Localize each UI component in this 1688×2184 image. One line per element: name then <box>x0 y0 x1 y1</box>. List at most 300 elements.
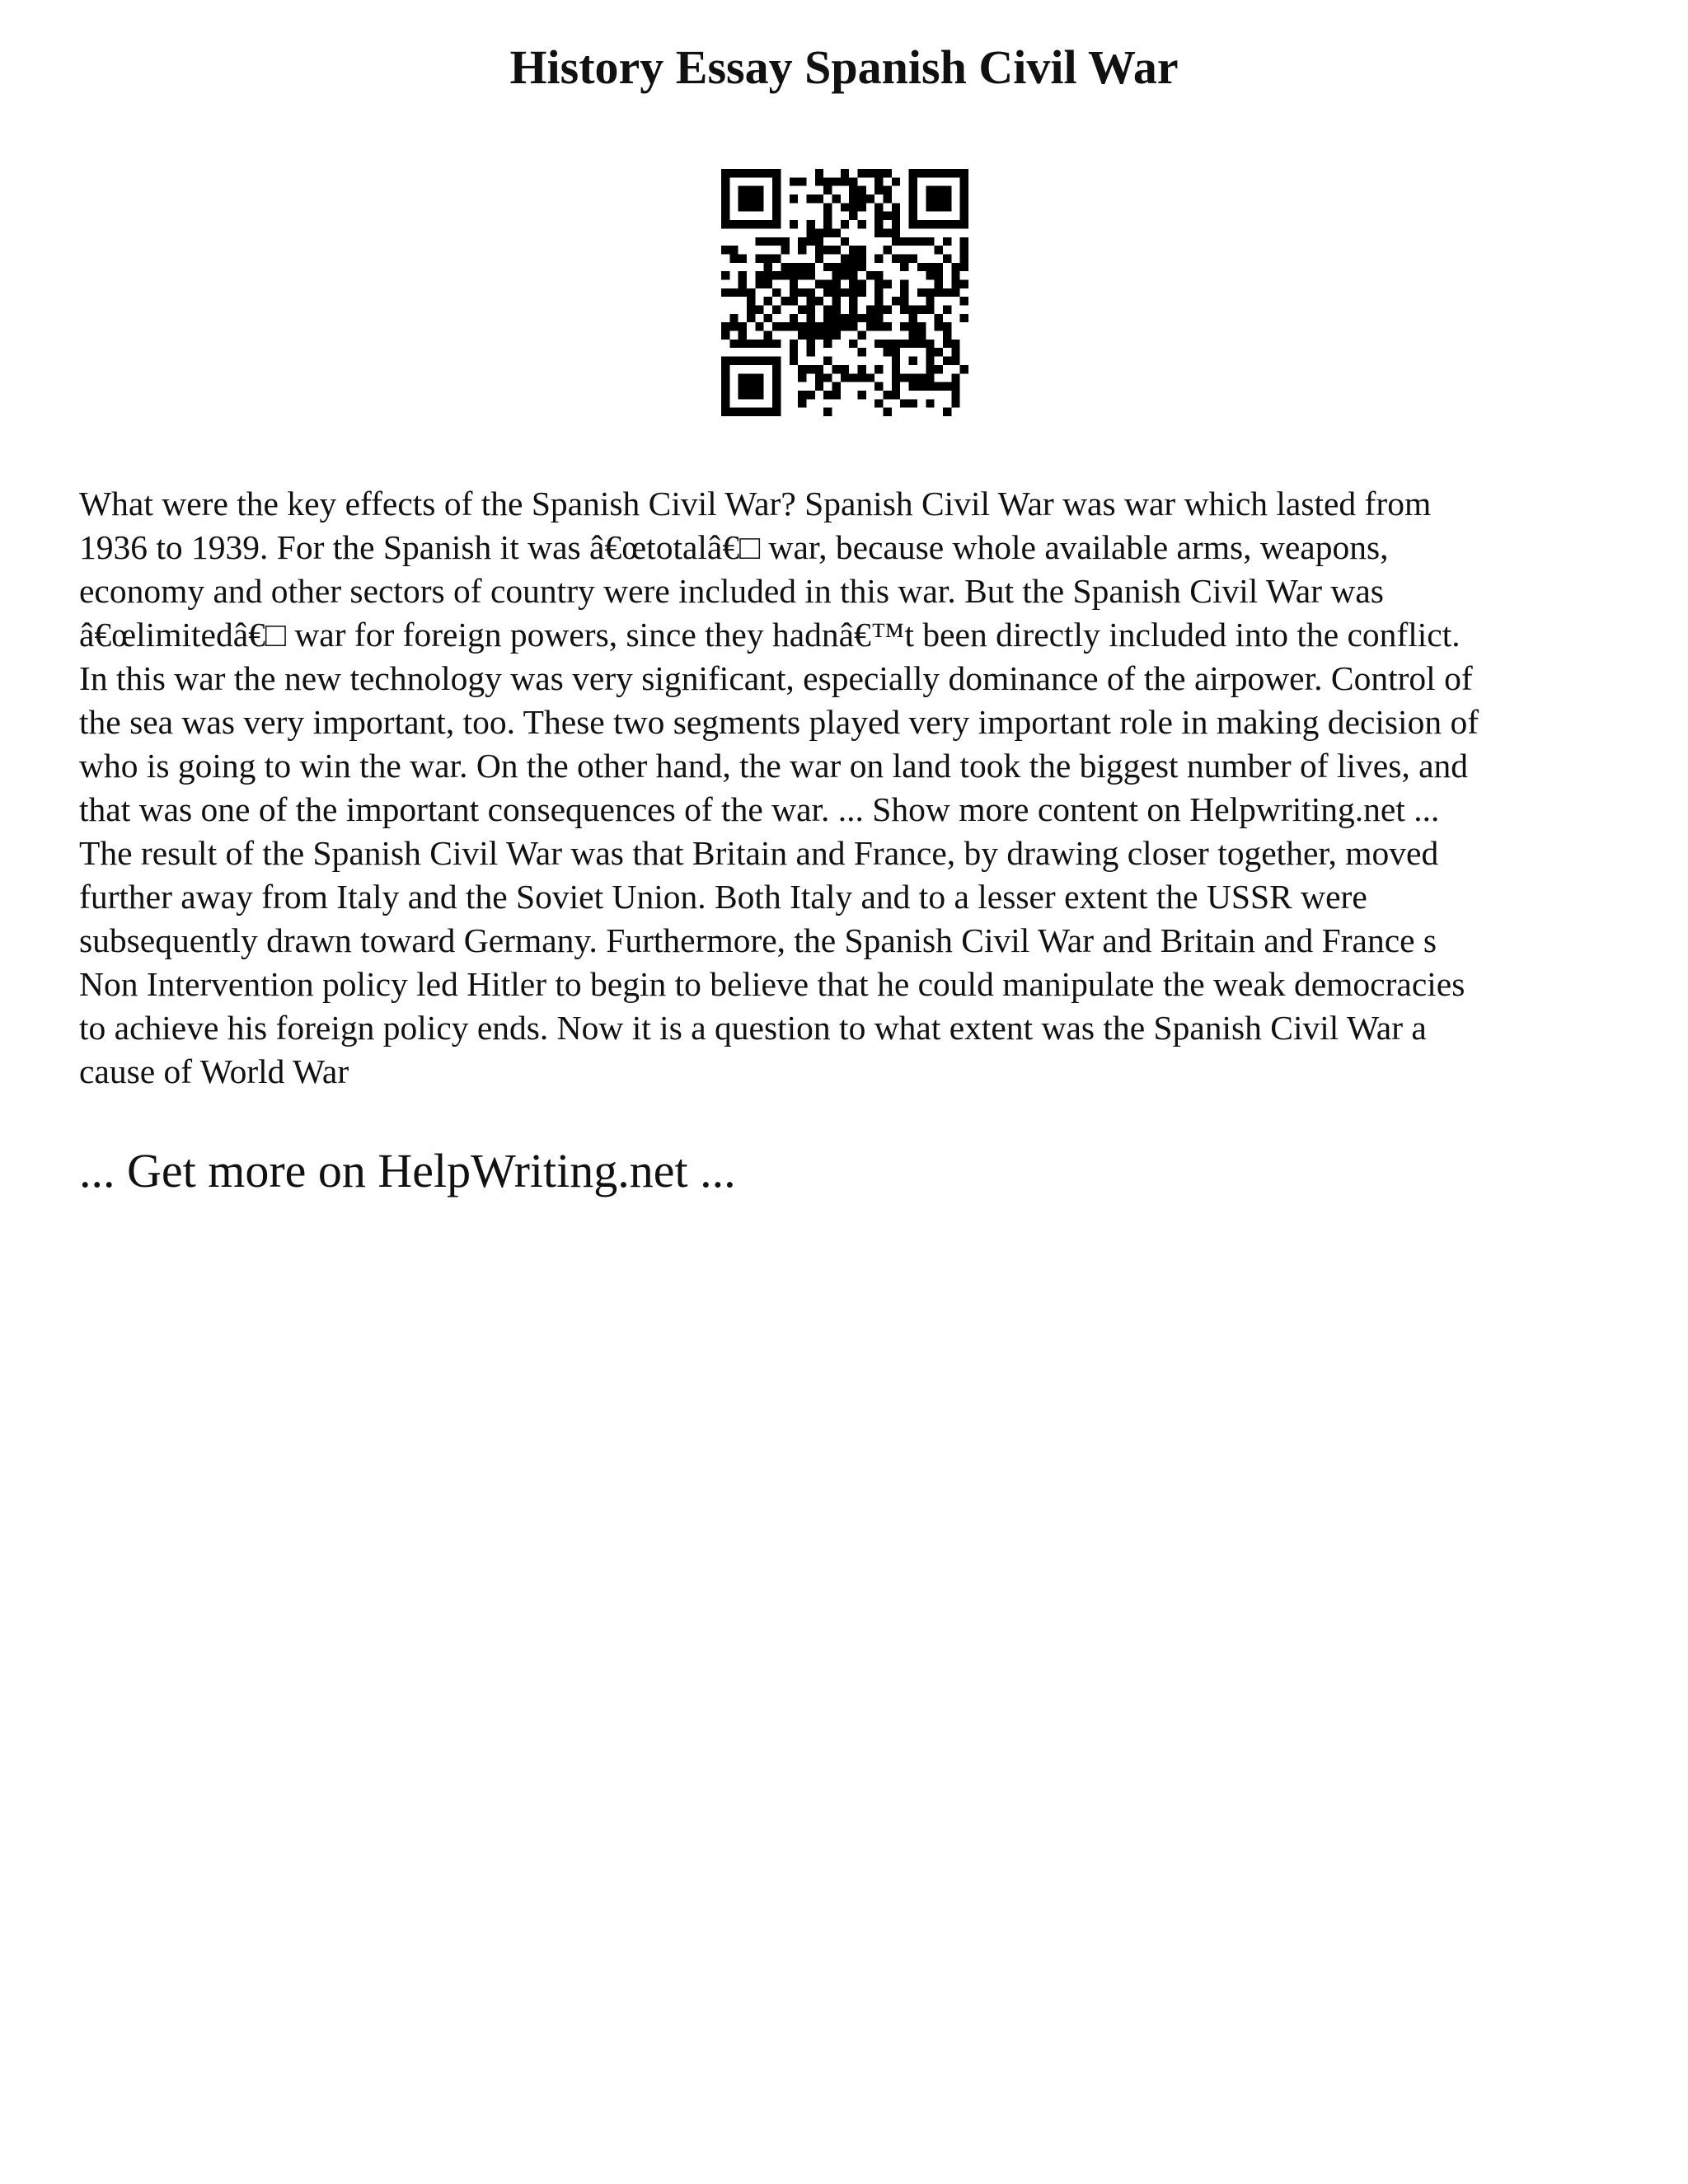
qr-module <box>909 194 917 203</box>
qr-code-icon <box>721 169 968 416</box>
qr-module <box>858 314 866 322</box>
qr-module <box>884 348 892 356</box>
qr-module <box>909 186 917 194</box>
qr-module <box>729 322 738 330</box>
qr-module <box>935 348 943 356</box>
qr-module <box>926 348 934 356</box>
qr-module <box>960 177 968 185</box>
qr-module <box>841 365 849 373</box>
qr-module <box>798 399 806 407</box>
qr-module <box>764 271 772 279</box>
qr-module <box>909 340 917 348</box>
qr-module <box>849 314 857 322</box>
qr-module <box>960 203 968 211</box>
qr-module <box>729 340 738 348</box>
qr-module <box>772 357 781 365</box>
qr-module <box>943 237 951 246</box>
qr-module <box>874 314 883 322</box>
qr-module <box>960 237 968 246</box>
qr-module <box>960 220 968 228</box>
qr-module <box>900 237 908 246</box>
qr-module <box>858 331 866 340</box>
qr-module <box>764 331 772 340</box>
qr-module <box>900 288 908 297</box>
qr-module <box>960 365 968 373</box>
qr-module <box>900 399 908 407</box>
qr-module <box>900 306 908 314</box>
qr-module <box>926 194 934 203</box>
qr-module <box>900 254 908 262</box>
qr-module <box>729 357 738 365</box>
qr-module <box>806 263 814 271</box>
qr-module <box>926 237 934 246</box>
qr-module <box>849 340 857 348</box>
qr-module <box>721 408 729 416</box>
qr-module <box>738 331 747 340</box>
qr-module <box>832 228 840 237</box>
qr-module <box>866 169 874 177</box>
qr-module <box>951 399 959 407</box>
qr-module <box>841 263 849 271</box>
qr-module <box>943 194 951 203</box>
qr-module <box>926 306 934 314</box>
qr-module <box>823 203 832 211</box>
qr-module <box>790 194 798 203</box>
qr-module <box>832 297 840 305</box>
qr-module <box>935 220 943 228</box>
qr-module <box>772 194 781 203</box>
qr-module <box>747 408 755 416</box>
qr-module <box>806 297 814 305</box>
qr-module <box>892 382 900 391</box>
qr-module <box>721 203 729 211</box>
qr-module <box>747 194 755 203</box>
qr-module <box>738 340 747 348</box>
qr-module <box>866 194 874 203</box>
qr-module <box>917 322 926 330</box>
qr-module <box>790 322 798 330</box>
qr-module <box>874 382 883 391</box>
page-title: History Essay Spanish Civil War <box>509 40 1179 94</box>
qr-module <box>917 169 926 177</box>
qr-module <box>815 194 823 203</box>
qr-module <box>951 391 959 399</box>
qr-module <box>943 382 951 391</box>
qr-module <box>806 194 814 203</box>
qr-module <box>772 186 781 194</box>
qr-module <box>772 177 781 185</box>
qr-module <box>823 373 832 382</box>
qr-module <box>781 263 789 271</box>
qr-module <box>772 237 781 246</box>
qr-module <box>926 288 934 297</box>
qr-module <box>738 288 747 297</box>
qr-module <box>772 322 781 330</box>
qr-module <box>729 169 738 177</box>
qr-module <box>729 288 738 297</box>
qr-module <box>909 237 917 246</box>
qr-module <box>849 263 857 271</box>
qr-module <box>960 169 968 177</box>
qr-module <box>721 271 729 279</box>
qr-module <box>721 382 729 391</box>
qr-module <box>832 194 840 203</box>
qr-module <box>892 297 900 305</box>
qr-module <box>764 263 772 271</box>
qr-module <box>909 322 917 330</box>
qr-module <box>935 322 943 330</box>
qr-module <box>960 279 968 288</box>
qr-module <box>935 263 943 271</box>
qr-module <box>909 306 917 314</box>
qr-module <box>815 237 823 246</box>
qr-module <box>755 357 763 365</box>
qr-module <box>926 169 934 177</box>
qr-module <box>815 254 823 262</box>
qr-module <box>866 373 874 382</box>
qr-module <box>832 322 840 330</box>
qr-module <box>721 169 729 177</box>
qr-module <box>841 288 849 297</box>
qr-module <box>909 314 917 322</box>
qr-module <box>790 314 798 322</box>
qr-module <box>772 408 781 416</box>
qr-module <box>892 254 900 262</box>
qr-module <box>935 186 943 194</box>
qr-module <box>806 306 814 314</box>
qr-module <box>960 194 968 203</box>
qr-module <box>849 306 857 314</box>
qr-module <box>729 314 738 322</box>
qr-module <box>764 314 772 322</box>
qr-module <box>951 279 959 288</box>
qr-module <box>960 297 968 305</box>
qr-module <box>772 373 781 382</box>
qr-module <box>874 271 883 279</box>
qr-module <box>823 186 832 194</box>
qr-module <box>806 391 814 399</box>
qr-module <box>823 306 832 314</box>
qr-module <box>738 203 747 211</box>
qr-module <box>790 220 798 228</box>
qr-module <box>849 177 857 185</box>
qr-module <box>806 228 814 237</box>
qr-module <box>798 263 806 271</box>
qr-module <box>747 340 755 348</box>
qr-module <box>874 399 883 407</box>
qr-module <box>721 365 729 373</box>
qr-module <box>815 228 823 237</box>
qr-module <box>858 365 866 373</box>
qr-module <box>747 314 755 322</box>
qr-module <box>874 288 883 297</box>
qr-module <box>721 391 729 399</box>
qr-module <box>815 331 823 340</box>
qr-module <box>943 306 951 314</box>
qr-module <box>755 279 763 288</box>
qr-module <box>874 169 883 177</box>
qr-module <box>943 288 951 297</box>
qr-module <box>798 237 806 246</box>
qr-module <box>874 212 883 220</box>
qr-module <box>951 220 959 228</box>
qr-module <box>806 365 814 373</box>
qr-module <box>935 279 943 288</box>
qr-module <box>823 228 832 237</box>
qr-module <box>909 399 917 407</box>
qr-module <box>790 357 798 365</box>
qr-module <box>755 220 763 228</box>
qr-module <box>729 220 738 228</box>
qr-module <box>755 306 763 314</box>
qr-module <box>943 340 951 348</box>
qr-module <box>823 220 832 228</box>
qr-module <box>729 254 738 262</box>
qr-module <box>755 254 763 262</box>
qr-module <box>935 382 943 391</box>
qr-module <box>900 322 908 330</box>
qr-module <box>935 194 943 203</box>
qr-module <box>909 331 917 340</box>
qr-module <box>909 220 917 228</box>
qr-module <box>798 177 806 185</box>
qr-module <box>892 237 900 246</box>
qr-module <box>892 212 900 220</box>
qr-module <box>935 365 943 373</box>
qr-module <box>858 203 866 211</box>
qr-module <box>798 246 806 254</box>
qr-module <box>823 322 832 330</box>
qr-module <box>738 169 747 177</box>
qr-module <box>841 271 849 279</box>
qr-module <box>755 237 763 246</box>
qr-module <box>884 212 892 220</box>
qr-module <box>772 203 781 211</box>
qr-module <box>909 254 917 262</box>
qr-module <box>841 220 849 228</box>
qr-module <box>755 322 763 330</box>
qr-module <box>884 340 892 348</box>
qr-module <box>909 373 917 382</box>
qr-module <box>926 399 934 407</box>
qr-module <box>755 186 763 194</box>
qr-module <box>738 186 747 194</box>
qr-module <box>815 169 823 177</box>
qr-module <box>790 348 798 356</box>
qr-module <box>815 373 823 382</box>
qr-module <box>917 220 926 228</box>
qr-module <box>823 212 832 220</box>
qr-module <box>858 263 866 271</box>
qr-module <box>772 365 781 373</box>
qr-module <box>858 186 866 194</box>
qr-module <box>806 348 814 356</box>
qr-module <box>738 254 747 262</box>
qr-module <box>917 382 926 391</box>
qr-module <box>917 306 926 314</box>
qr-module <box>849 212 857 220</box>
qr-module <box>849 246 857 254</box>
qr-module <box>738 322 747 330</box>
qr-module <box>935 314 943 322</box>
qr-module <box>849 203 857 211</box>
qr-module <box>747 186 755 194</box>
qr-module <box>755 391 763 399</box>
qr-module <box>747 288 755 297</box>
qr-module <box>798 306 806 314</box>
qr-module <box>849 288 857 297</box>
qr-module <box>909 177 917 185</box>
qr-module <box>884 279 892 288</box>
qr-module <box>832 314 840 322</box>
qr-module <box>772 271 781 279</box>
qr-module <box>790 297 798 305</box>
qr-module <box>935 203 943 211</box>
qr-module <box>960 263 968 271</box>
qr-module <box>884 391 892 399</box>
qr-module <box>755 271 763 279</box>
qr-module <box>841 203 849 211</box>
qr-module <box>832 177 840 185</box>
qr-module <box>747 220 755 228</box>
qr-module <box>747 373 755 382</box>
qr-module <box>900 340 908 348</box>
qr-module <box>892 177 900 185</box>
qr-module <box>823 246 832 254</box>
qr-module <box>823 340 832 348</box>
qr-module <box>892 348 900 356</box>
qr-module <box>892 365 900 373</box>
qr-module <box>764 169 772 177</box>
qr-module <box>951 169 959 177</box>
qr-module <box>884 246 892 254</box>
qr-module <box>841 177 849 185</box>
qr-module <box>858 373 866 382</box>
qr-module <box>874 254 883 262</box>
qr-module <box>832 279 840 288</box>
qr-module <box>721 373 729 382</box>
qr-module <box>884 228 892 237</box>
qr-module <box>960 314 968 322</box>
qr-module <box>874 297 883 305</box>
qr-module <box>858 220 866 228</box>
qr-module <box>884 186 892 194</box>
qr-module <box>806 220 814 228</box>
qr-module <box>790 279 798 288</box>
qr-module <box>951 373 959 382</box>
qr-module <box>772 382 781 391</box>
qr-module <box>772 391 781 399</box>
qr-module <box>790 263 798 271</box>
qr-module <box>943 203 951 211</box>
qr-module <box>900 263 908 271</box>
qr-module <box>806 340 814 348</box>
qr-module <box>815 382 823 391</box>
qr-module <box>866 306 874 314</box>
qr-module <box>755 169 763 177</box>
qr-module <box>815 246 823 254</box>
qr-module <box>841 254 849 262</box>
qr-module <box>884 306 892 314</box>
qr-module <box>738 357 747 365</box>
qr-module <box>798 373 806 382</box>
qr-module <box>909 169 917 177</box>
qr-module <box>747 306 755 314</box>
qr-module <box>943 331 951 340</box>
qr-module <box>823 177 832 185</box>
qr-module <box>909 382 917 391</box>
qr-module <box>892 373 900 382</box>
qr-module <box>755 408 763 416</box>
qr-module <box>747 382 755 391</box>
qr-module <box>874 177 883 185</box>
qr-module <box>764 254 772 262</box>
qr-module <box>849 194 857 203</box>
qr-module <box>935 246 943 254</box>
qr-module <box>721 220 729 228</box>
qr-module <box>747 203 755 211</box>
qr-module <box>823 357 832 365</box>
qr-module <box>832 288 840 297</box>
qr-module <box>823 288 832 297</box>
qr-module <box>772 340 781 348</box>
qr-module <box>858 391 866 399</box>
qr-module <box>858 288 866 297</box>
qr-module <box>721 186 729 194</box>
qr-module <box>951 340 959 348</box>
qr-module <box>721 322 729 330</box>
qr-module <box>721 288 729 297</box>
qr-module <box>781 237 789 246</box>
qr-module <box>823 331 832 340</box>
qr-module <box>858 194 866 203</box>
qr-module <box>823 314 832 322</box>
qr-module <box>892 391 900 399</box>
qr-module <box>747 169 755 177</box>
qr-module <box>798 391 806 399</box>
qr-module <box>960 186 968 194</box>
qr-module <box>917 263 926 271</box>
qr-module <box>772 169 781 177</box>
qr-module <box>884 322 892 330</box>
qr-module <box>781 271 789 279</box>
qr-module <box>943 254 951 262</box>
qr-module <box>960 254 968 262</box>
qr-module <box>900 279 908 288</box>
qr-module <box>798 288 806 297</box>
qr-module <box>806 314 814 322</box>
qr-module <box>781 246 789 254</box>
qr-module <box>943 357 951 365</box>
qr-module <box>926 297 934 305</box>
qr-module <box>892 357 900 365</box>
qr-module <box>935 288 943 297</box>
qr-module <box>832 271 840 279</box>
qr-module <box>900 373 908 382</box>
get-more-link-text: ... Get more on HelpWriting.net ... <box>79 1144 736 1197</box>
qr-module <box>764 237 772 246</box>
qr-module <box>764 279 772 288</box>
qr-module <box>823 408 832 416</box>
qr-module <box>755 340 763 348</box>
qr-module <box>926 220 934 228</box>
qr-module <box>943 186 951 194</box>
qr-module <box>772 399 781 407</box>
qr-module <box>874 340 883 348</box>
qr-module <box>858 254 866 262</box>
qr-module <box>832 365 840 373</box>
qr-module <box>866 271 874 279</box>
